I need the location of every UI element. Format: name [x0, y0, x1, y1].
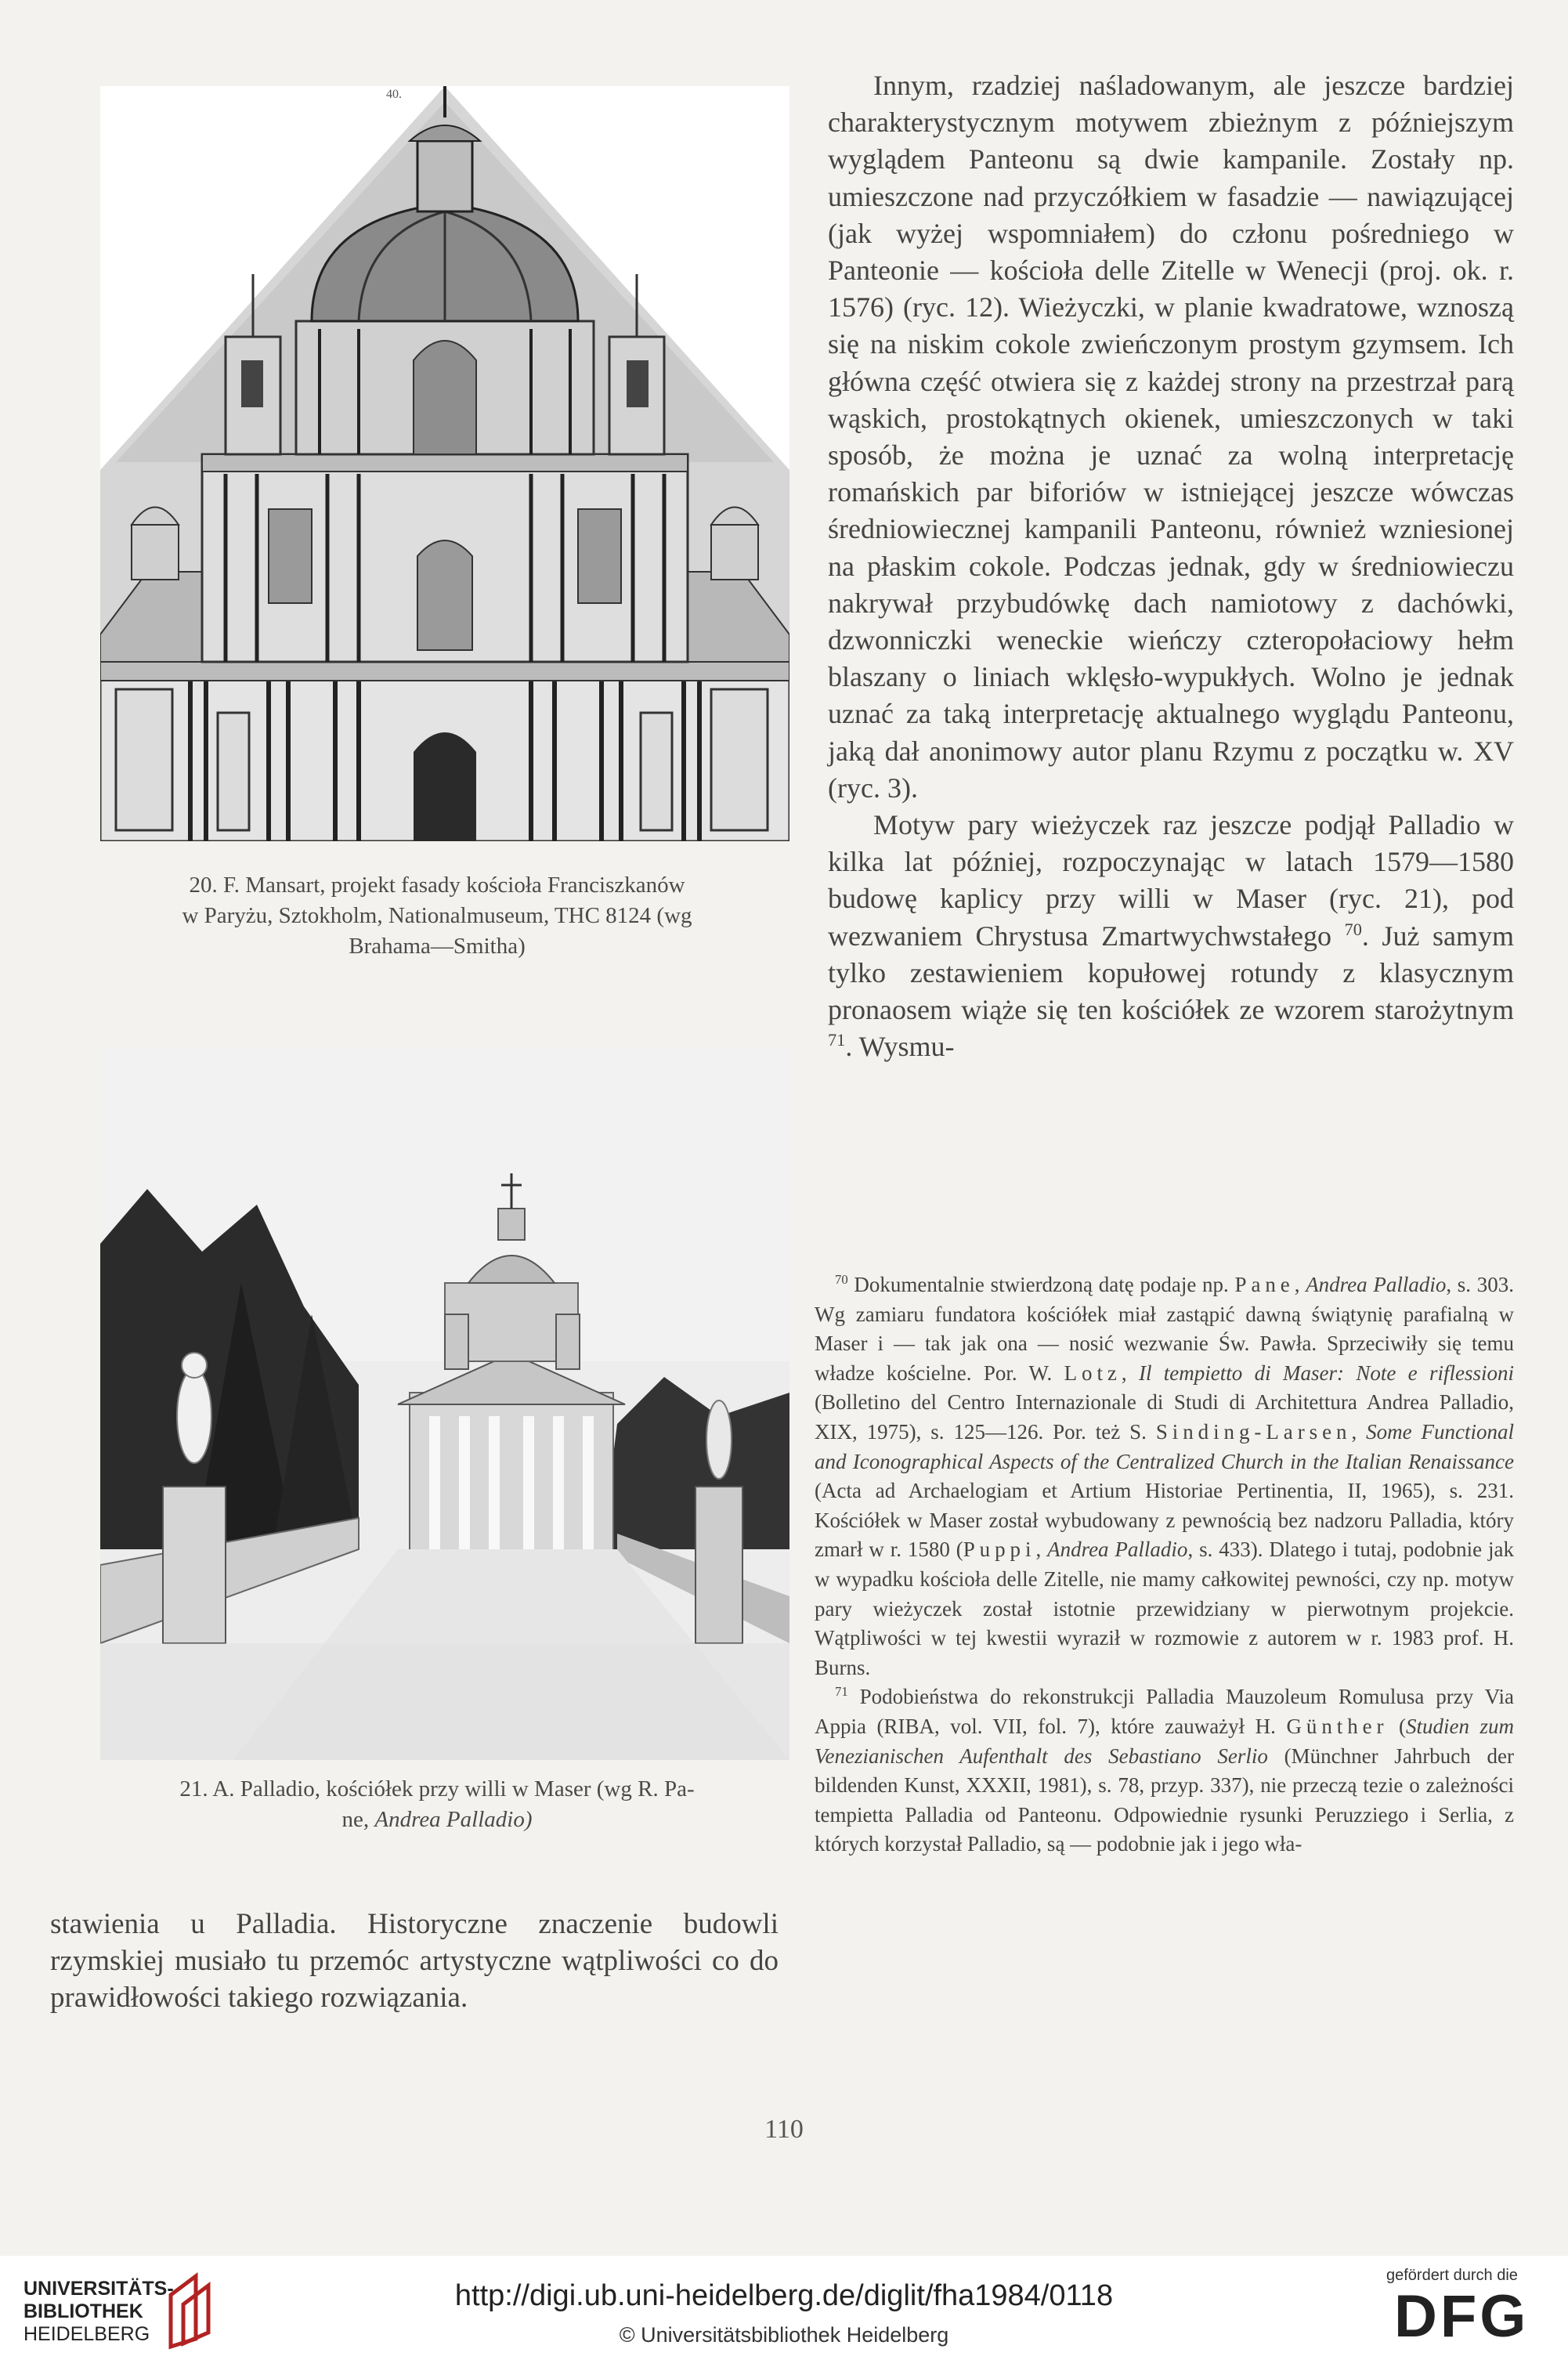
spaced-name: Günther	[1286, 1714, 1389, 1738]
text-run: ,	[1351, 1419, 1367, 1444]
text-run: . Wysmu-	[845, 1031, 955, 1063]
funded-by-label: gefördert durch die	[1386, 2267, 1518, 2284]
italic-title: Studien zum Venezianischen Aufenthalt des Sebastiano Serlio	[815, 1714, 1514, 1768]
text-run: (Bolletino del Centro Internazionale di Studi di Architettura Andrea Palladio, XIX, 1975), s. 125—126. Por. też S.	[815, 1390, 1514, 1444]
italic-title: Some Functional and Iconographical Aspects of the Centralized Church in the Italian Renaissance	[815, 1419, 1514, 1473]
page-number: 110	[764, 2115, 804, 2144]
figure-20-facade-drawing	[100, 86, 789, 841]
text-run: Dokumentalnie stwierdzoną datę podaje np.	[847, 1273, 1235, 1296]
spaced-name: Pane	[1234, 1273, 1295, 1296]
spaced-name: Puppi	[963, 1538, 1036, 1562]
copyright-notice: © Universitätsbibliothek Heidelberg	[619, 2323, 949, 2347]
caption-line	[77, 1805, 797, 1835]
caption-line: w Paryżu, Sztokholm, Nationalmuseum, THC 8124 (wg	[182, 903, 692, 928]
text-run: Motyw pary wieżyczek raz jeszcze podjął Palladio w kilka lat później, rozpoczynając w latach 1579—1580 budowę kaplicy przy willi w Maser (ryc. 21), pod wezwaniem Chrystusa Zmartwychwstałego	[828, 809, 1514, 952]
caption-line: 20. F. Mansart, projekt fasady kościoła Franciszkanów	[189, 873, 685, 898]
caption-line: Brahama—Smitha)	[349, 934, 526, 959]
logo-line: HEIDELBERG	[23, 2323, 150, 2345]
footnote-70	[815, 1270, 1514, 1682]
source-url[interactable]: http://digi.ub.uni-heidelberg.de/diglit/fha1984/0118	[454, 2279, 1114, 2312]
body-text-left-column	[50, 1906, 779, 2016]
figure-21-chapel-photo	[100, 1048, 789, 1760]
paragraph: Innym, rzadziej naśladowanym, ale jeszcze bardziej charakterystycznym motywem zbieżnym z późniejszym wyglądem Panteonu są dwie kampanile. Zostały np. umieszczone nad przyczółkiem w fasadzie — nawiązującej (jak wyżej wspomniałem) do członu pośredniego w Panteonie — kościoła delle Zitelle w Wenecji (proj. ok. r. 1576) (ryc. 12). Wieżyczki, w planie kwadratowe, wznoszą się na niskim cokole zwieńczonym prostym gzymsem. Ich główna część otwiera się z każdej strony na przestrzał parą wąskich, prostokątnych okienek, umieszczonych w taki sposób, że można je uznać za wolną interpretację romańskich par biforiów w istniejącej jeszcze wówczas średniowiecznej kampanili Panteonu, również wzniesionej na płaskim cokole. Podczas jednak, gdy w średniowieczu nakrywał przybudówkę dach namiotowy z dachówki, dzwonniczki weneckie wieńczy czteropołaciowy hełm blaszany o liniach wklęsło-wypukłych. Wolno je jednak uznać za taką interpretację aktualnego wyglądu Panteonu, jaką dał anonimowy autor planu Rzymu z początku w. XV (ryc. 3).	[828, 70, 1514, 804]
text-run: (Münchner Jahrbuch der bildenden Kunst, XXXII, 1981), s. 78, przyp. 337), nie przeczą tezie o zależności tempietta Palladia od Panteonu. Odpowiednie rysunki Peruzziego i Serlia, z których korzystał Palladio, są — podobnie jak i jego wła-	[815, 1744, 1514, 1856]
text-run: ,	[1121, 1361, 1139, 1385]
facade-engraving	[100, 86, 789, 841]
spaced-name: Sinding-Larsen	[1155, 1419, 1352, 1444]
text-run: Podobieństwa do rekonstrukcji Palladia Mauzoleum Romulusa przy Via Appia (RIBA, vol. VII, fol. 7), które zauważył H.	[815, 1685, 1514, 1738]
dfg-logo: DFG	[1394, 2283, 1530, 2350]
spaced-name: Lotz	[1064, 1361, 1122, 1385]
text-run: . Już samym tylko zestawieniem kopułowej rotundy z klasycznym pronaosem wiąże się ten kościółek ze wzorem starożytnym	[828, 920, 1514, 1026]
text-run: ,	[1035, 1538, 1048, 1562]
footnotes	[815, 1270, 1514, 1859]
caption-line: 21. A. Palladio, kościółek przy willi w Maser (wg R. Pa-	[179, 1776, 695, 1801]
text-run: (	[1388, 1714, 1406, 1738]
figure-20-caption	[77, 870, 797, 962]
italic-title: Il tempietto di Maser: Note e riflessioni	[1138, 1361, 1515, 1385]
footnote-ref-71: 71	[828, 1030, 846, 1050]
text-run: , s. 303. Wg zamiaru fundatora kościółek miał zastąpić dawną świątynię parafialną w Maser i — tak jak ona — nosić wezwanie Św. Pawła. Sprzeciwiły się temu władze kościelne. Por. W.	[815, 1273, 1514, 1385]
text-run: ,	[1294, 1273, 1306, 1296]
text-run: (Acta ad Archaelogiam et Artium Historiae Pertinentia, II, 1965), s. 231. Kościółek w Maser został wybudowany z pewnością bez nadzoru Palladia, który zmarł w r. 1580 (	[815, 1479, 1514, 1562]
footnote-number: 70	[835, 1272, 848, 1287]
logo-line: BIBLIOTHEK	[23, 2300, 143, 2322]
caption-text: ne,	[341, 1807, 375, 1832]
chapel-photograph	[100, 1048, 789, 1760]
footnote-71	[815, 1682, 1514, 1859]
body-text-right-column	[828, 67, 1514, 1065]
text-run: , s. 433). Dlatego i tutaj, podobnie jak w wypadku kościoła delle Zitelle, nie mamy całkowitej pewności, czy np. motyw pary wieżyczek został istotnie przewidziany w pierwotnym projekcie. Wątpliwości w tej kwestii wyraził w rozmowie z autorem w r. 1983 prof. H. Burns.	[815, 1538, 1515, 1679]
footnote-ref-70: 70	[1344, 919, 1362, 939]
figure-21-caption	[77, 1774, 797, 1835]
figure-marker: 40.	[386, 88, 402, 101]
italic-title: Andrea Palladio	[1306, 1273, 1447, 1296]
logo-line: UNIVERSITÄTS-	[23, 2278, 174, 2300]
footer-bar	[0, 2256, 1568, 2367]
footnote-number: 71	[835, 1684, 848, 1700]
caption-italic: Andrea Palladio)	[374, 1807, 533, 1832]
italic-title: Andrea Palladio	[1047, 1538, 1188, 1562]
paragraph	[828, 807, 1514, 1065]
paragraph: stawienia u Palladia. Historyczne znaczenie budowli rzymskiej musiało tu przemóc artystyczne wątpliwości co do prawidłowości takiego rozwiązania.	[50, 1908, 779, 2014]
